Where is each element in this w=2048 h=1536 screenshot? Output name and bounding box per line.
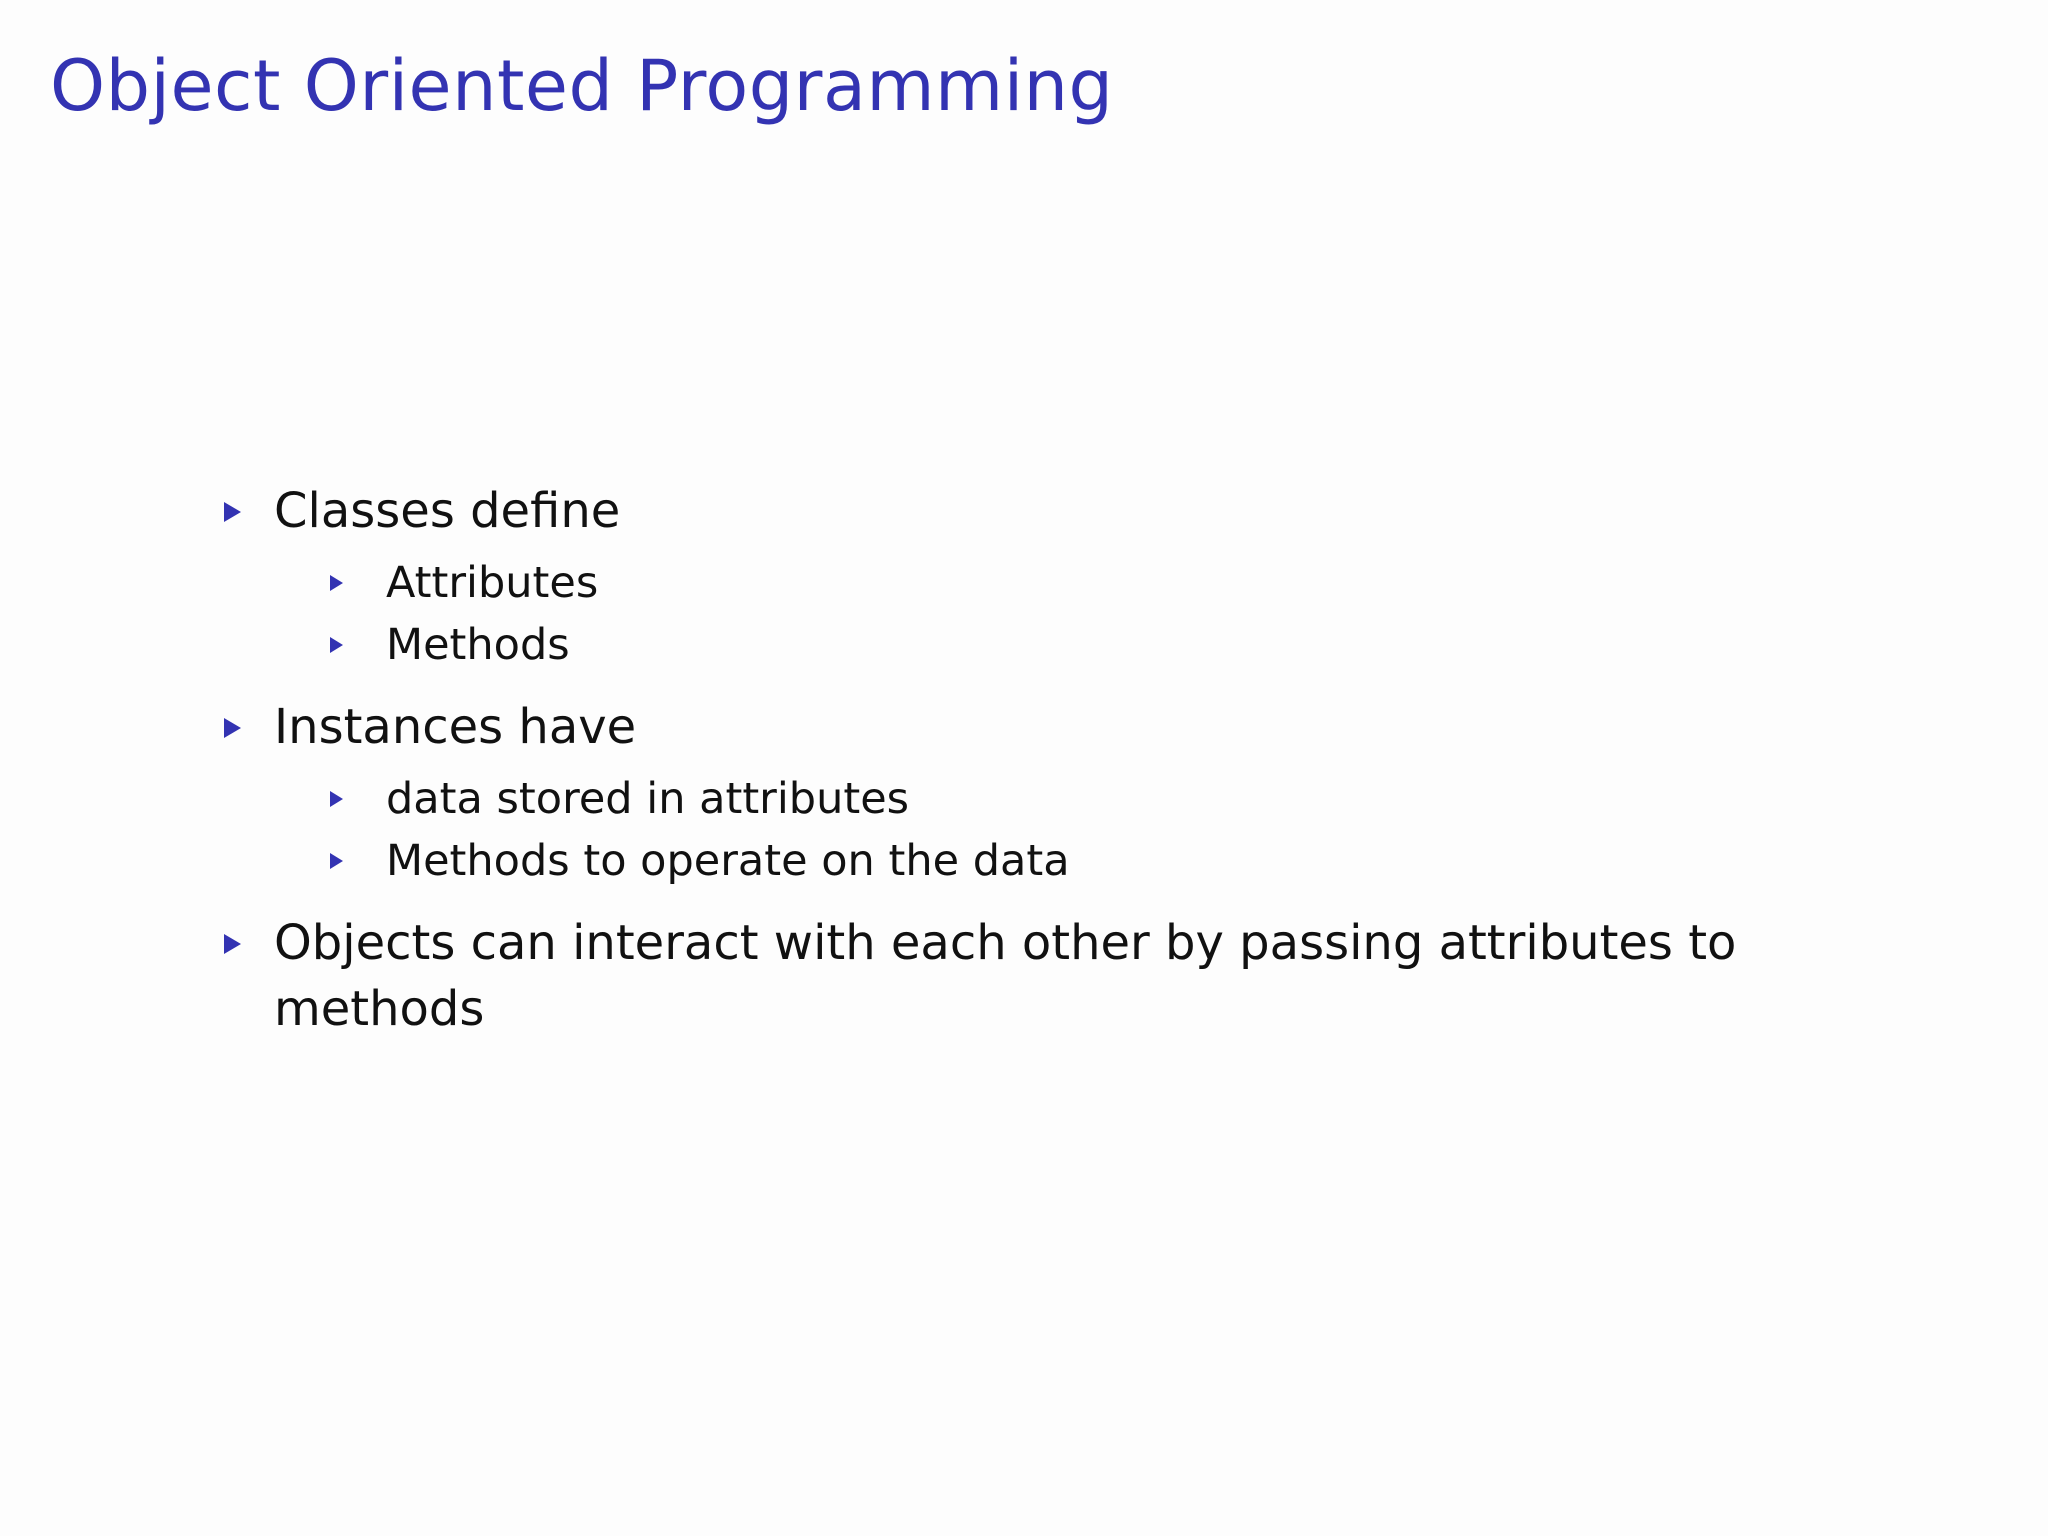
bullet-list [218, 478, 1758, 1042]
bullet-triangle-icon [224, 934, 241, 954]
bullet-text: Instances have [274, 699, 637, 755]
bullet-item-instances [218, 694, 1758, 892]
sub-bullet-text: Methods [386, 620, 570, 670]
sub-bullet-list [330, 552, 1758, 676]
bullet-item-objects [218, 910, 1758, 1042]
sub-bullet-item [330, 768, 1758, 830]
slide-title: Object Oriented Programming [50, 45, 1114, 127]
sub-bullet-triangle-icon [330, 637, 343, 653]
bullet-triangle-icon [224, 502, 241, 522]
sub-bullet-item [330, 552, 1758, 614]
sub-bullet-list [330, 768, 1758, 892]
sub-bullet-text: data stored in attributes [386, 774, 910, 824]
bullet-item-classes [218, 478, 1758, 676]
bullet-triangle-icon [224, 718, 241, 738]
sub-bullet-triangle-icon [330, 791, 343, 807]
sub-bullet-triangle-icon [330, 575, 343, 591]
sub-bullet-text: Attributes [386, 558, 599, 608]
sub-bullet-item [330, 830, 1758, 892]
sub-bullet-triangle-icon [330, 853, 343, 869]
sub-bullet-text: Methods to operate on the data [386, 836, 1070, 886]
bullet-text: Objects can interact with each other by passing attributes to methods [274, 915, 1737, 1037]
sub-bullet-item [330, 614, 1758, 676]
bullet-text: Classes define [274, 483, 621, 539]
